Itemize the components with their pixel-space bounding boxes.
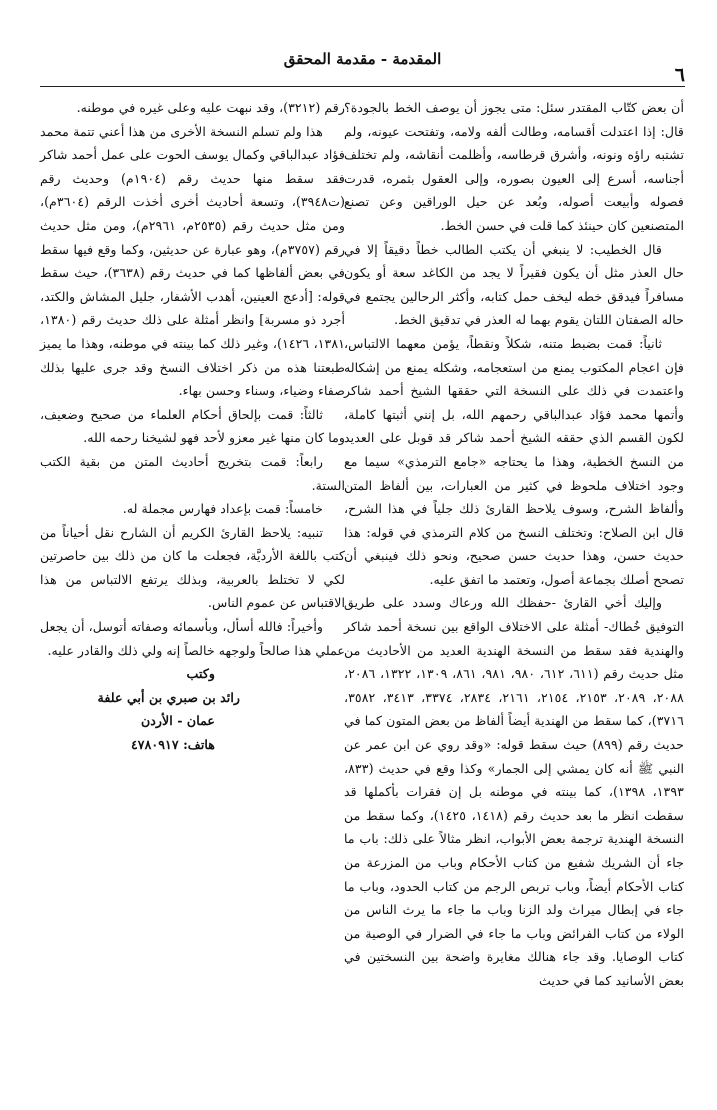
running-title: المقدمة - مقدمة المحقق — [283, 50, 442, 68]
paragraph: خامساً: قمت بإعداد فهارس مجملة له. — [122, 501, 323, 517]
signature-block — [40, 662, 345, 756]
paragraph: أن بعض كتّاب المقتدر سئل: متى يجوز أن يوصف الخط بالجودة؟ قال: إذا اعتدلت أقسامه، وطالت ألفه ولامه، وتفتحت عيونه، ولم تشتبه راؤه ونونه، وأشرق قرطاسه، وأظلمت أنقاشه، ولم تختلف أجناسه، أسرع إلى العيون بصوره، وإلى العقول بثمره، قدرت فصوله وأبيعت أصوله، وبُعد عن حيل الوراقين وعن تصنع المتصنعين كان حينئذ كما قلت في حسن الخط. — [344, 100, 684, 233]
right-text-column — [344, 96, 684, 993]
left-text-column — [40, 96, 345, 757]
paragraph: هذا ولم تسلم النسخة الأخرى من هذا أعني تتمة محمد فؤاد عبدالباقي وكمال يوسف الحوت على عمل أحمد شاكر فقد سقط منها حديث رقم (١٩٠٤م) وحديث رقم (ت٣٩٤٨)، وتسعة أحاديث أخرى أخذت الرقم (٣٦٠٤م)، ومن مثل حديث رقم (٢٥٣٥م، ٢٩٦١م)، ومن مثل حديث رقم (٣٧٥٧م)، وهو عبارة عن حديثين، وكما وقع فيها سقط في بعض ألفاظها كما في حديث رقم (٣٦٣٨)، حيث سقط قوله: [أدعج العينين، أهدب الأشفار، جليل المشاش والكتد، أجرد ذو مسربة] وانظر أمثلة على ذلك حديث رقم (١٣٨٠، ١٣٨١، ١٤٢٦)، وغير ذلك كما بينته في موطنه، وهذا ما يميز طبعتنا هذه من ذكر اختلاف النسخ وقد جرى عليها بذلك صفاء وضياء، وسناء وحسن بهاء. — [40, 123, 346, 399]
page-header — [40, 44, 685, 86]
signature-name: رائد بن صبري بن أبي علفة — [97, 689, 240, 705]
signature-phone: هاتف: ٤٧٨٠٩١٧ — [130, 737, 215, 753]
signature-location: عمان - الأردن — [140, 713, 215, 729]
paragraph: وأخيراً: فالله أسأل، وبأسمائه وصفاته أتوسل، أن يجعل عملي هذا صالحاً ولوجهه خالصاً إنه ولي ذلك والقادر عليه. — [40, 619, 345, 658]
paragraph: رقم (٣٢١٢)، وقد نبهت عليه وعلى غيره في موطنه. — [76, 100, 345, 115]
paragraph: رابعاً: قمت بتخريج أحاديث المتن من بقية الكتب الستة. — [40, 453, 345, 493]
paragraph: ثانياً: قمت بضبط متنه، شكلاً ونقطاً، يؤمن معهما الالتباس، فإن اعجام المكتوب يمنع من استعجامه، وشكله يمنع من إشكاله واعتمدت في ذلك على النسخة التي حققها الشيخ أحمد شاكر وأتمها محمد فؤاد عبدالباقي رحمهم الله، بل إنني أثبتها كاملة، لكون القسم الذي حققه الشيخ أحمد شاكر قد قوبل على العديد من النسخ الخطية، وهذا ما يحتاجه «جامع الترمذي» سيما مع وجود اختلاف ملحوظ في كثير من العبارات، بين ألفاظ المتن وألفاظ الشرح، وسوف يلاحظ القارئ ذلك جلياً في هذا الشرح، قال ابن الصلاح: وتختلف النسخ من كلام الترمذي في قوله: هذا حديث حسن، وهذا حديث حسن صحيح، ونحو ذلك فينبغي أن تصحح أصلك بجماعة أصول، وتعتمد ما اتفق عليه. — [344, 335, 684, 587]
header-divider — [40, 86, 685, 87]
paragraph: تنبيه: يلاحظ القارئ الكريم أن الشارح نقل أحياناً من كتب باللغة الأرديَّة، فجعلت ما كان من ذلك بين حاصرتين لكي لا تختلط بالعربية، وبذلك يرتفع الالتباس من هذا الاقتباس عن عموم الناس. — [40, 524, 345, 611]
paragraph: وإليك أخي القارئ -حفظك الله ورعاك وسدد على طريق التوفيق خُطاك- أمثلة على الاختلاف الواقع بين نسخة أحمد شاكر والهندية فقد سقط من النسخة الهندية العديد من الأحاديث من مثل حديث رقم (٦١١، ٦١٢، ٩٨٠، ٩٨١، ٨٦١، ١٣٠٩، ١٣٢٢، ٢٠٨٦، ٢٠٨٨، ٢٠٨٩، ٢١٥٣، ٢١٥٤، ٢١٦١، ٢٨٣٤، ٣٣٧٤، ٣٤١٣، ٣٥٨٢، ٣٧١٦)، كما سقط من الهندية أيضاً ألفاظ من بعض المتون كما في حديث رقم (٨٩٩) حيث سقط قوله: «وقد روي عن ابن عمر عن النبي ﷺ أنه كان يمشي إلى الجمار» وكذا وقع في حديث (٨٣٣، ١٣٩٣، ١٣٩٨)، كما بينته في موطنه بل إن فقرات بأكملها قد سقطت انظر ما بعد حديث رقم (١٤١٨، ١٤٢٥)، وكما سقط من النسخة الهندية ترجمة بعض الأبواب، انظر مثالاً على ذلك: باب ما جاء أن الشريك شفيع من كتاب الأحكام وباب من المزرعة من كتاب الأحكام أيضاً، وباب تربص الرجم من كتاب الحدود، وباب ما جاء في إبطال ميراث ولد الزنا وباب ما جاء ما يرث الناس من الولاء من كتاب الفرائض وباب ما جاء في الضرار في الوصية من كتاب الوصايا. وقد جاء هنالك مغايرة واضحة بين النسختين في بعض الأسانيد كما في حديث — [344, 595, 684, 988]
paragraph: قال الخطيب: لا ينبغي أن يكتب الطالب خطاً دقيقاً إلا في حال العذر مثل أن يكون فقيراً لا يجد من الكاغد سعة أو يكون مسافراً فيدقق خطه ليخف حمل كتابه، وأكثر الرحالين يجتمع في حاله الصفتان اللتان يقوم بهما له العذر في تدقيق الخط. — [344, 241, 684, 328]
page-number: ٦ — [674, 64, 685, 86]
signature-wrote: وكتب — [186, 666, 215, 682]
paragraph: ثالثاً: قمت بإلحاق أحكام العلماء من صحيح وضعيف، وما كان منها غير معزو لأحد فهو لشيخنا رحمه الله. — [40, 406, 345, 446]
